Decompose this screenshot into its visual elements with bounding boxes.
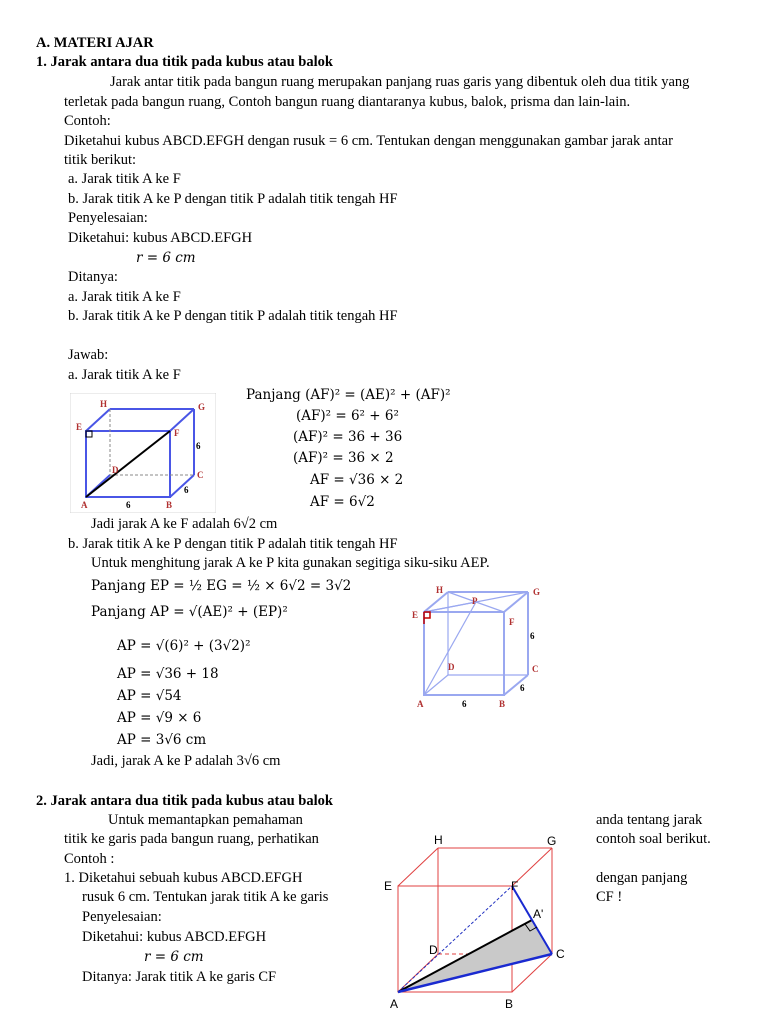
ditanya-label: Ditanya: (68, 269, 118, 285)
calc-a-line-6: AF = 6√2 (310, 494, 375, 510)
edge-label-3: 6 (184, 485, 189, 495)
label-G: G (547, 834, 557, 848)
label-A-prime: A' (533, 907, 544, 921)
calc-b-line-3: AP = √54 (117, 688, 182, 704)
label-P: P (472, 596, 478, 606)
ditanya-b: b. Jarak titik A ke P dengan titik P adalah titik tengah HF (68, 308, 398, 324)
label-H: H (100, 399, 108, 409)
label-E: E (412, 610, 419, 620)
jawab-b: b. Jarak titik A ke P dengan titik P adalah titik tengah HF (68, 536, 398, 552)
edge-label-3: 6 (520, 683, 525, 693)
cube-figure-3 (380, 832, 580, 1012)
cube-figure-1 (70, 393, 216, 513)
ep-line: Panjang EP = ½ EG = ½ × 6√2 = 3√2 (91, 578, 352, 594)
label-C: C (197, 470, 204, 480)
s2-line4-left: 1. Diketahui sebuah kubus ABCD.EFGH (64, 870, 303, 886)
label-C: C (532, 664, 539, 674)
calc-a-line-4: (AF)² = 36 × 2 (293, 450, 394, 466)
ap-line: Panjang AP = √(AE)² + (EP)² (91, 604, 288, 620)
label-D: D (112, 465, 119, 475)
label-E: E (384, 879, 393, 893)
b-intro: Untuk menghitung jarak A ke P kita gunakan segitiga siku-siku AEP. (91, 555, 490, 571)
jawab-label: Jawab: (68, 347, 109, 363)
edge-label-1: 6 (530, 631, 535, 641)
jawab-a: a. Jarak titik A ke F (68, 367, 181, 383)
cube-figure-2 (408, 582, 546, 712)
calc-a-line-3: (AF)² = 36 + 36 (293, 429, 403, 445)
s2-line5-right: CF ! (596, 889, 623, 905)
calc-b-line-5: AP = 3√6 cm (117, 732, 207, 748)
question-a: a. Jarak titik A ke F (68, 171, 181, 187)
problem-line-1: Diketahui kubus ABCD.EFGH dengan rusuk = 6 cm. Tentukan dengan menggunakan gambar jarak antar (64, 133, 673, 149)
edge-label-2: 6 (126, 500, 131, 510)
s2-line2-right: contoh soal berikut. (596, 831, 711, 847)
label-B: B (499, 699, 506, 709)
label-C: C (556, 947, 565, 961)
penyelesaian-label: Penyelesaian: (68, 210, 148, 226)
s2-line2-left: titik ke garis pada bangun ruang, perhatikan (64, 831, 319, 847)
ditanya-a: a. Jarak titik A ke F (68, 289, 181, 305)
result-b: Jadi, jarak A ke P adalah 3√6 cm (91, 753, 281, 769)
s2-line1-left: Untuk memantapkan pemahaman (108, 812, 303, 828)
diketahui-line: Diketahui: kubus ABCD.EFGH (68, 230, 253, 246)
item1-title: 1. Jarak antara dua titik pada kubus atau balok (36, 54, 333, 70)
s2-penyelesaian: Penyelesaian: (82, 909, 162, 925)
calc-a-line-2: (AF)² = 6² + 6² (296, 408, 399, 424)
label-F: F (511, 879, 519, 893)
label-F: F (509, 617, 515, 627)
calc-a-line-5: AF = √36 × 2 (310, 472, 404, 488)
calc-a-line-1: Panjang (AF)² = (AE)² + (AF)² (246, 387, 451, 403)
s2-contoh: Contoh : (64, 851, 115, 867)
label-D: D (429, 943, 438, 957)
s2-ditanya: Ditanya: Jarak titik A ke garis CF (82, 969, 277, 985)
edge-label-1: 6 (196, 441, 201, 451)
problem-line-2: titik berikut: (64, 152, 137, 168)
intro-line-2: terletak pada bangun ruang, Contoh bangun ruang diantaranya kubus, balok, prisma dan lain-lain. (64, 94, 631, 110)
contoh-label: Contoh: (64, 113, 111, 129)
calc-b-line-1: AP = √(6)² + (3√2)² (117, 638, 251, 654)
s2-diketahui: Diketahui: kubus ABCD.EFGH (82, 929, 267, 945)
label-D: D (448, 662, 455, 672)
s2-line5-left: rusuk 6 cm. Tentukan jarak titik A ke garis (82, 889, 329, 905)
label-B: B (505, 997, 514, 1011)
question-b: b. Jarak titik A ke P dengan titik P adalah titik tengah HF (68, 191, 398, 207)
s2-line1-right: anda tentang jarak (596, 812, 703, 828)
label-E: E (76, 422, 83, 432)
section2-title: 2. Jarak antara dua titik pada kubus atau balok (36, 793, 333, 809)
label-A: A (417, 699, 424, 709)
label-G: G (533, 587, 541, 597)
s2-radius: r = 6 cm (144, 949, 204, 965)
label-F: F (174, 428, 180, 438)
label-H: H (436, 585, 444, 595)
label-H: H (434, 833, 443, 847)
label-A: A (390, 997, 399, 1011)
section-heading: A. MATERI AJAR (36, 35, 154, 51)
result-a: Jadi jarak A ke F adalah 6√2 cm (91, 516, 278, 532)
edge-label-2: 6 (462, 699, 467, 709)
label-B: B (166, 500, 173, 510)
label-G: G (198, 402, 206, 412)
calc-b-line-2: AP = √36 + 18 (117, 666, 219, 682)
calc-b-line-4: AP = √9 × 6 (117, 710, 202, 726)
intro-line-1: Jarak antar titik pada bangun ruang merupakan panjang ruas garis yang dibentuk oleh dua titik yang (110, 74, 690, 90)
s2-line4-right: dengan panjang (596, 870, 688, 886)
label-A: A (81, 500, 88, 510)
radius-value: r = 6 cm (136, 250, 196, 266)
